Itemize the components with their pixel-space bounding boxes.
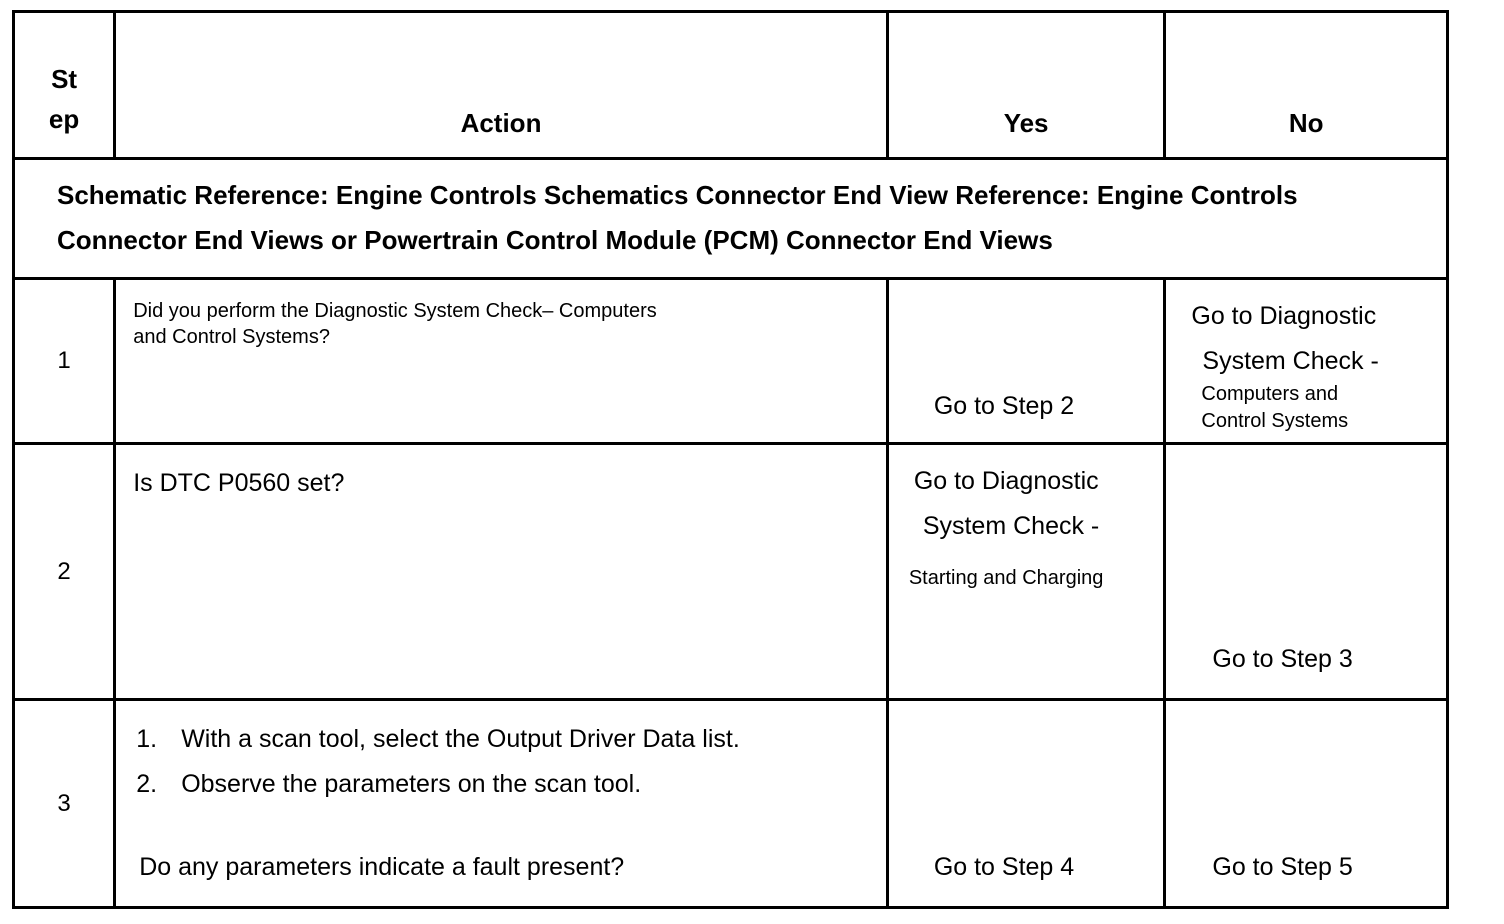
action-cell (115, 700, 888, 908)
action-steps-list (133, 717, 740, 807)
no-cell (1165, 700, 1448, 908)
yes-cell (887, 444, 1165, 700)
reference-cell (14, 159, 1448, 279)
header-no: No (1165, 12, 1448, 159)
step-number: 3 (14, 700, 115, 908)
action-cell (115, 279, 888, 444)
action-cell (115, 444, 888, 700)
yes-text-line1: Go to Diagnostic (913, 467, 1099, 495)
action-question: Do any parameters indicate a fault present? (139, 853, 625, 881)
no-text-line3: Computers and (1201, 383, 1339, 405)
no-cell (1165, 444, 1448, 700)
action-text-line2: and Control Systems? (133, 326, 330, 348)
reference-line2: Connector End Views or Powertrain Control Module (PCM) Connector End Views (57, 225, 1053, 255)
header-action: Action (115, 12, 888, 159)
yes-text-line3: Starting and Charging (908, 567, 1104, 589)
action-text: Is DTC P0560 set? (133, 469, 345, 497)
table-row (14, 444, 1448, 700)
step-number: 1 (14, 279, 115, 444)
yes-text-line2: System Check - (922, 512, 1100, 540)
no-text-line1: Go to Diagnostic (1191, 302, 1377, 330)
no-text: Go to Step 5 (1212, 853, 1353, 881)
diagnostic-table (12, 10, 1449, 909)
no-text-line2: System Check - (1202, 347, 1379, 375)
no-text-line4: Control Systems (1201, 410, 1349, 432)
step-number: 2 (14, 444, 115, 700)
header-yes: Yes (887, 12, 1165, 159)
header-row (14, 12, 1448, 159)
header-step-line1: St (51, 64, 78, 94)
header-step (14, 12, 115, 159)
table-row (14, 279, 1448, 444)
table-row (14, 700, 1448, 908)
reference-row (14, 159, 1448, 279)
no-cell (1165, 279, 1448, 444)
yes-text: Go to Step 2 (933, 392, 1075, 420)
yes-cell (887, 279, 1165, 444)
list-item: 1. With a scan tool, select the Output Driver Data list. (136, 725, 740, 753)
no-text: Go to Step 3 (1212, 645, 1353, 673)
list-item: 2. Observe the parameters on the scan tool. (136, 770, 642, 798)
yes-cell (887, 700, 1165, 908)
reference-line1: Schematic Reference: Engine Controls Schematics Connector End View Reference: Engine Controls (57, 180, 1298, 210)
yes-text: Go to Step 4 (933, 853, 1075, 881)
action-text-line1: Did you perform the Diagnostic System Check– Computers (133, 300, 657, 322)
header-step-line2: ep (48, 104, 80, 134)
